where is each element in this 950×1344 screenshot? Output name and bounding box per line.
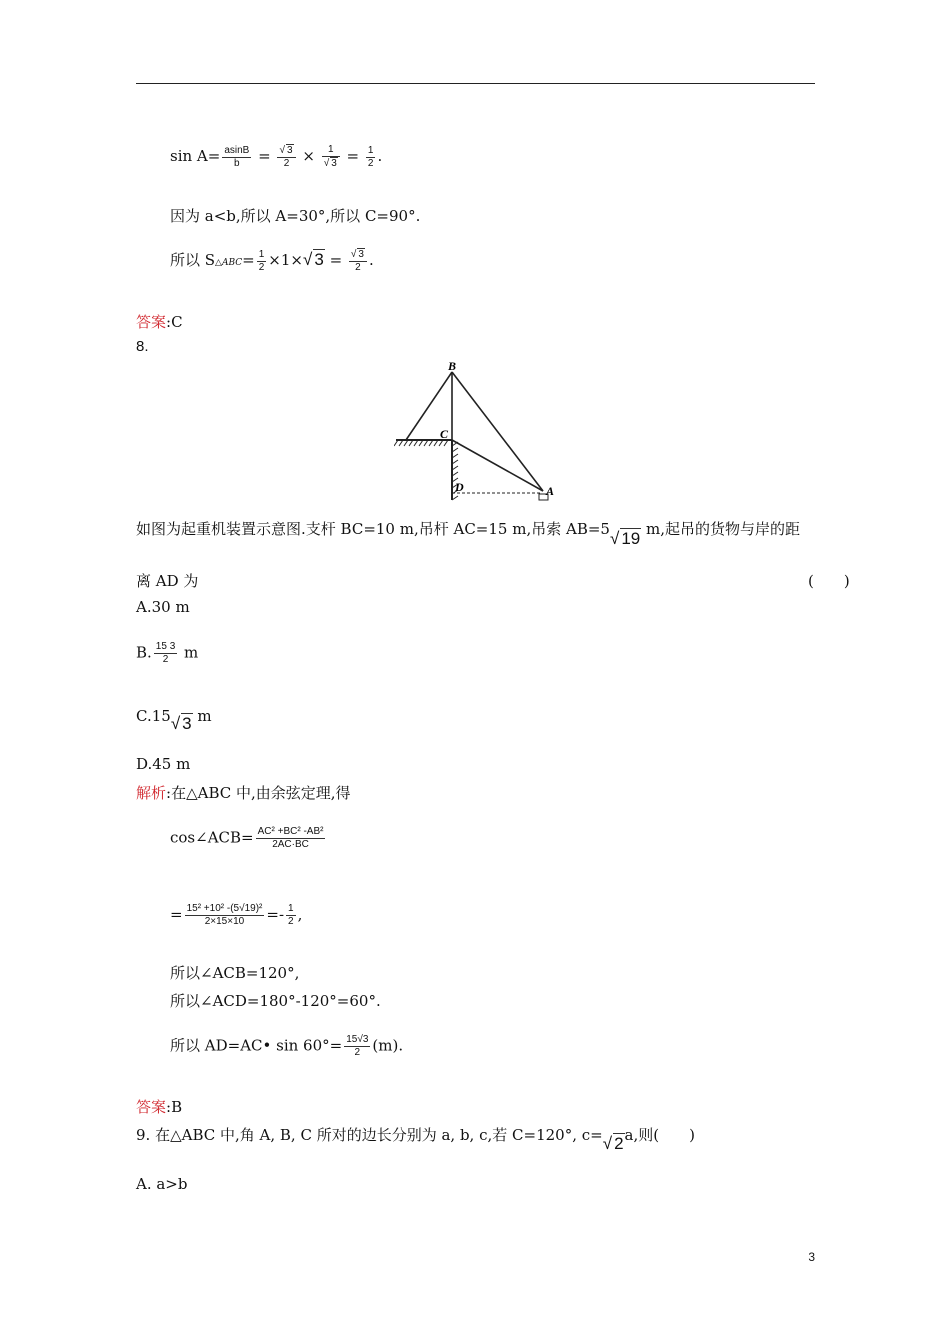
label-a: A (546, 484, 555, 498)
fraction-1-sqrt3: $\frac{1}{√ 3}$ (322, 144, 340, 170)
header-rule (136, 83, 815, 84)
q8-option-d: D.45 m (136, 755, 191, 773)
fraction-sqrt3-2: $\frac{√ 3}{2}$ (349, 248, 367, 274)
q8-option-a: A.30 m (136, 598, 190, 616)
sqrt-3: √ 3 (302, 250, 324, 269)
q8-number: 8. (136, 338, 149, 355)
q8-step3: 所以 AD=AC• sin 60°= $\frac{15√3}{2}$ (m). (170, 1034, 404, 1058)
q8-cos-formula: cos∠ACB= $\frac{\text{AC² +BC² -AB²}}{2AC\cdot BC}$ (170, 826, 324, 850)
segment-ac (452, 440, 543, 491)
fraction-sqrt3-2: $\frac{√ 3}{2}$ (277, 144, 295, 170)
q8-stem-line2: 离 AD 为 (136, 572, 199, 590)
sqrt-19: √ 19 (609, 529, 641, 548)
q8-stem-line1: 如图为起重机装置示意图.支杆 BC=10 m,吊杆 AC=15 m,吊索 AB=5√ 19 m,起吊的货物与岸的距 (136, 520, 800, 548)
q8-answer: 答案:B (136, 1098, 183, 1116)
q8-analysis-intro: 解析:在△ABC 中,由余弦定理,得 (136, 784, 351, 802)
q8-option-b: B. $\frac{15 3}{2}$ m (136, 641, 199, 665)
q8-option-c: C.15√ 3 m (136, 707, 212, 733)
sol7-line1: sin A= $\frac{asinB}{b}$ = $\frac{√ 3}{2}$ × $\frac{1}{√ 3}$ = $\frac{1}{2}$ . (170, 144, 383, 169)
crane-diagram (394, 358, 564, 508)
fraction-asinb-b: $\frac{asinB}{b}$ (224, 144, 250, 169)
sol7-answer: 答案:C (136, 313, 183, 331)
page-number: 3 (808, 1250, 815, 1264)
label-c: C (440, 427, 449, 441)
sol7-line2: 因为 a<b,所以 A=30°,所以 C=90°. (170, 207, 421, 225)
sin-a-lhs: sin A= (170, 147, 221, 165)
q8-cos-calc: = $\frac{\text{15² +10² -(5√19)²}}{2\times 15\times 10}$ =- $\frac{1}{2}$ , (170, 903, 303, 927)
label-b: B (448, 359, 457, 373)
fraction-1-2: $\frac{1}{2}$ (367, 144, 374, 169)
segment-ab (452, 372, 543, 491)
q9-stem: 9. 在△ABC 中,角 A, B, C 所对的边长分别为 a, b, c,若 C=120°, c=√ 2a,则( ) (136, 1126, 695, 1153)
q9-option-a: A. a>b (136, 1175, 188, 1193)
q8-step1: 所以∠ACB=120°, (170, 964, 300, 982)
q8-answer-bracket: ( ) (808, 572, 850, 590)
q8-step2: 所以∠ACD=180°-120°=60°. (170, 992, 381, 1010)
fraction-1-2: $\frac{1}{2}$ (258, 248, 265, 273)
label-d: D (455, 480, 464, 494)
sol7-line3: 所以 S△ABC= $\frac{1}{2}$ ×1×√ 3 = $\frac{√ 3}{2}$ . (170, 248, 374, 273)
sqrt-2: √ 2 (602, 1134, 624, 1153)
